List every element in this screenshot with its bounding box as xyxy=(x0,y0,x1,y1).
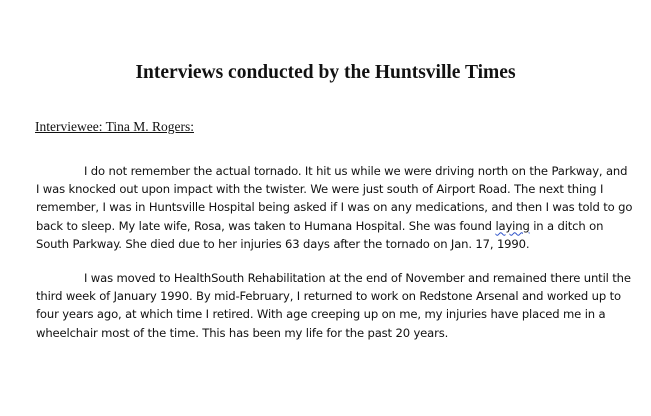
document-title: Interviews conducted by the Huntsville Times xyxy=(135,62,516,83)
paragraph-1-line-4-start: back to sleep. My late wife, Rosa, was taken to Humana Hospital. She was found xyxy=(36,218,496,233)
paragraph-1-line-4 xyxy=(36,217,616,235)
paragraph-2 xyxy=(36,269,631,342)
paragraph-1 xyxy=(36,162,633,253)
paragraph-2-line-1: I was moved to HealthSouth Rehabilitation at the end of November and remained there until the xyxy=(84,271,631,285)
spellcheck-flagged-word[interactable]: laying xyxy=(495,218,530,233)
paragraph-2-line-2: third week of January 1990. By mid-February, I returned to work on Redstone Arsenal and worked up to xyxy=(36,289,621,304)
paragraph-1-line-4-end: in a ditch on xyxy=(529,218,604,233)
paragraph-1-line-1: I do not remember the actual tornado. It hit us while we were driving north on the Parkway, and xyxy=(84,164,628,178)
paragraph-1-line-5: South Parkway. She died due to her injuries 63 days after the tornado on Jan. 17, 1990. xyxy=(36,236,530,251)
paragraph-1-line-2: I was knocked out upon impact with the twister. We were just south of Airport Road. The next thing I xyxy=(36,182,604,197)
paragraph-2-line-3: four years ago, at which time I retired. With age creeping up on me, my injuries have placed me in a xyxy=(36,307,606,322)
paragraph-2-line-4: wheelchair most of the time. This has been my life for the past 20 years. xyxy=(36,325,449,340)
paragraph-1-line-3: remember, I was in Huntsville Hospital being asked if I was on any medications, and then I was told to go xyxy=(36,200,633,215)
interviewee-label: Interviewee: Tina M. Rogers: xyxy=(35,119,194,134)
